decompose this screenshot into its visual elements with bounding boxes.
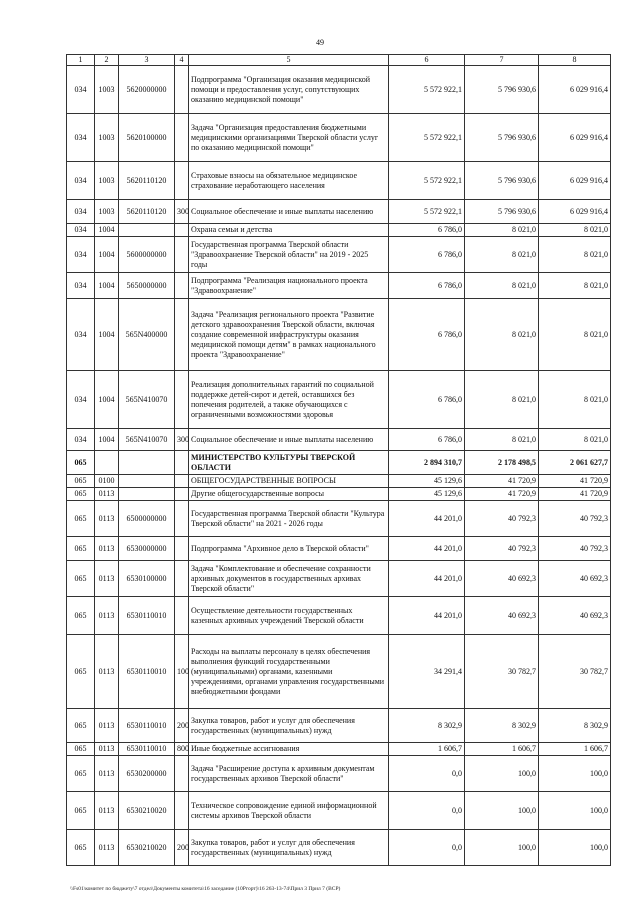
expense-type-code: 100 <box>175 635 189 709</box>
ministry-code: 065 <box>67 830 95 866</box>
expense-type-code <box>175 537 189 561</box>
table-row <box>67 488 611 501</box>
expense-type-code <box>175 561 189 597</box>
amount-col7: 5 796 930,6 <box>465 200 539 224</box>
section-code: 1004 <box>95 299 119 371</box>
amount-col7: 5 796 930,6 <box>465 114 539 162</box>
expense-type-code: 200 <box>175 709 189 743</box>
amount-col6: 6 786,0 <box>389 237 465 273</box>
table-row <box>67 429 611 451</box>
expense-type-code <box>175 371 189 429</box>
target-article-code: 5620110120 <box>119 200 175 224</box>
amount-col7: 8 021,0 <box>465 224 539 237</box>
expense-type-code <box>175 597 189 635</box>
expense-type-code <box>175 792 189 830</box>
amount-col6: 44 201,0 <box>389 561 465 597</box>
target-article-code <box>119 451 175 475</box>
expense-type-code: 300 <box>175 429 189 451</box>
budget-table <box>66 54 611 866</box>
table-row <box>67 371 611 429</box>
column-header: 1 <box>67 55 95 66</box>
amount-col8: 6 029 916,4 <box>539 162 611 200</box>
ministry-code: 034 <box>67 162 95 200</box>
expense-type-code <box>175 237 189 273</box>
ministry-code: 065 <box>67 488 95 501</box>
table-row <box>67 114 611 162</box>
item-name: Осуществление деятельности государственных казенных архивных учреждений Тверской области <box>189 597 389 635</box>
expense-type-code <box>175 224 189 237</box>
amount-col7: 1 606,7 <box>465 743 539 756</box>
amount-col7: 40 692,3 <box>465 597 539 635</box>
item-name: Охрана семьи и детства <box>189 224 389 237</box>
amount-col6: 5 572 922,1 <box>389 114 465 162</box>
expense-type-code <box>175 299 189 371</box>
amount-col8: 6 029 916,4 <box>539 114 611 162</box>
amount-col8: 40 692,3 <box>539 597 611 635</box>
amount-col7: 8 021,0 <box>465 237 539 273</box>
section-code: 0100 <box>95 475 119 488</box>
item-name: Подпрограмма "Организация оказания медицинской помощи и предоставления услуг, сопутствующих оказанию медицинской помощи" <box>189 66 389 114</box>
ministry-code: 065 <box>67 475 95 488</box>
amount-col6: 6 786,0 <box>389 299 465 371</box>
amount-col7: 41 720,9 <box>465 488 539 501</box>
target-article-code: 5620100000 <box>119 114 175 162</box>
section-code: 0113 <box>95 743 119 756</box>
expense-type-code <box>175 475 189 488</box>
section-code: 1004 <box>95 224 119 237</box>
item-name: Страховые взносы на обязательное медицинское страхование неработающего населения <box>189 162 389 200</box>
amount-col8: 41 720,9 <box>539 475 611 488</box>
section-code: 0113 <box>95 709 119 743</box>
amount-col7: 8 021,0 <box>465 299 539 371</box>
section-code: 0113 <box>95 756 119 792</box>
amount-col8: 100,0 <box>539 792 611 830</box>
section-code: 0113 <box>95 635 119 709</box>
section-code: 0113 <box>95 830 119 866</box>
amount-col7: 5 796 930,6 <box>465 162 539 200</box>
amount-col7: 100,0 <box>465 830 539 866</box>
amount-col8: 40 792,3 <box>539 501 611 537</box>
target-article-code: 565N410070 <box>119 429 175 451</box>
column-header: 6 <box>389 55 465 66</box>
ministry-code: 065 <box>67 756 95 792</box>
target-article-code: 6530210020 <box>119 830 175 866</box>
column-header: 3 <box>119 55 175 66</box>
column-header: 2 <box>95 55 119 66</box>
ministry-code: 065 <box>67 537 95 561</box>
item-name: Техническое сопровождение единой информационной системы архивов Тверской области <box>189 792 389 830</box>
amount-col7: 8 021,0 <box>465 273 539 299</box>
amount-col6: 44 201,0 <box>389 597 465 635</box>
item-name: Подпрограмма "Реализация национального проекта "Здравоохранение" <box>189 273 389 299</box>
ministry-code: 034 <box>67 66 95 114</box>
amount-col6: 5 572 922,1 <box>389 66 465 114</box>
section-code: 0113 <box>95 561 119 597</box>
ministry-code: 034 <box>67 429 95 451</box>
ministry-code: 034 <box>67 237 95 273</box>
amount-col7: 100,0 <box>465 792 539 830</box>
amount-col7: 5 796 930,6 <box>465 66 539 114</box>
amount-col6: 6 786,0 <box>389 429 465 451</box>
ministry-code: 065 <box>67 451 95 475</box>
target-article-code <box>119 475 175 488</box>
section-code: 0113 <box>95 792 119 830</box>
section-code <box>95 451 119 475</box>
amount-col8: 8 302,9 <box>539 709 611 743</box>
section-code: 1004 <box>95 237 119 273</box>
amount-col7: 30 782,7 <box>465 635 539 709</box>
ministry-code: 034 <box>67 371 95 429</box>
table-row <box>67 561 611 597</box>
amount-col8: 1 606,7 <box>539 743 611 756</box>
item-name: Расходы на выплаты персоналу в целях обеспечения выполнения функций государственными (муниципальными) органами, казенными учреждениями, органами управления государственными внебюджетными фондами <box>189 635 389 709</box>
amount-col7: 100,0 <box>465 756 539 792</box>
item-name: Иные бюджетные ассигнования <box>189 743 389 756</box>
table-row <box>67 743 611 756</box>
target-article-code: 565N400000 <box>119 299 175 371</box>
target-article-code: 6500000000 <box>119 501 175 537</box>
table-row <box>67 224 611 237</box>
amount-col7: 41 720,9 <box>465 475 539 488</box>
target-article-code: 6530110010 <box>119 635 175 709</box>
ministry-code: 065 <box>67 501 95 537</box>
section-code: 0113 <box>95 537 119 561</box>
target-article-code: 6530110010 <box>119 597 175 635</box>
table-row <box>67 792 611 830</box>
section-code: 1003 <box>95 200 119 224</box>
amount-col6: 34 291,4 <box>389 635 465 709</box>
amount-col8: 8 021,0 <box>539 371 611 429</box>
amount-col8: 100,0 <box>539 756 611 792</box>
table-row <box>67 830 611 866</box>
page-number: 49 <box>316 38 324 47</box>
ministry-code: 065 <box>67 597 95 635</box>
table-row <box>67 475 611 488</box>
item-name: Задача "Расширение доступа к архивным документам государственных архивов Тверской области" <box>189 756 389 792</box>
target-article-code: 6530000000 <box>119 537 175 561</box>
expense-type-code <box>175 756 189 792</box>
target-article-code: 6530100000 <box>119 561 175 597</box>
item-name: Подпрограмма "Архивное дело в Тверской области" <box>189 537 389 561</box>
expense-type-code: 200 <box>175 830 189 866</box>
column-header: 4 <box>175 55 189 66</box>
amount-col7: 40 792,3 <box>465 537 539 561</box>
amount-col6: 5 572 922,1 <box>389 200 465 224</box>
section-code: 0113 <box>95 488 119 501</box>
amount-col8: 40 792,3 <box>539 537 611 561</box>
column-header: 5 <box>189 55 389 66</box>
section-code: 0113 <box>95 597 119 635</box>
amount-col6: 5 572 922,1 <box>389 162 465 200</box>
amount-col8: 41 720,9 <box>539 488 611 501</box>
ministry-code: 034 <box>67 224 95 237</box>
table-row <box>67 709 611 743</box>
column-number-row <box>67 55 611 66</box>
section-code: 1003 <box>95 162 119 200</box>
amount-col6: 44 201,0 <box>389 537 465 561</box>
section-code: 0113 <box>95 501 119 537</box>
amount-col8: 8 021,0 <box>539 299 611 371</box>
section-code: 1004 <box>95 429 119 451</box>
expense-type-code <box>175 273 189 299</box>
amount-col6: 6 786,0 <box>389 371 465 429</box>
amount-col8: 8 021,0 <box>539 224 611 237</box>
amount-col7: 40 792,3 <box>465 501 539 537</box>
amount-col8: 8 021,0 <box>539 273 611 299</box>
target-article-code: 5650000000 <box>119 273 175 299</box>
table-row <box>67 451 611 475</box>
item-name: Задача "Организация предоставления бюджетными медицинскими организациями Тверской области услуг по оказанию медицинской помощи" <box>189 114 389 162</box>
amount-col8: 6 029 916,4 <box>539 66 611 114</box>
target-article-code: 5620110120 <box>119 162 175 200</box>
item-name: Реализация дополнительных гарантий по социальной поддержке детей-сирот и детей, оставшихся без попечения родителей, а также обучающихся с ограниченными возможностями здоровья <box>189 371 389 429</box>
table-row <box>67 299 611 371</box>
table-row <box>67 537 611 561</box>
section-code: 1003 <box>95 66 119 114</box>
target-article-code <box>119 488 175 501</box>
expense-type-code <box>175 66 189 114</box>
item-name: Закупка товаров, работ и услуг для обеспечения государственных (муниципальных) нужд <box>189 709 389 743</box>
ministry-code: 065 <box>67 709 95 743</box>
amount-col7: 8 021,0 <box>465 429 539 451</box>
amount-col7: 2 178 498,5 <box>465 451 539 475</box>
amount-col6: 45 129,6 <box>389 475 465 488</box>
ministry-code: 065 <box>67 635 95 709</box>
expense-type-code <box>175 488 189 501</box>
amount-col6: 0,0 <box>389 756 465 792</box>
item-name: Другие общегосударственные вопросы <box>189 488 389 501</box>
column-header: 7 <box>465 55 539 66</box>
table-row <box>67 237 611 273</box>
target-article-code: 6530110010 <box>119 709 175 743</box>
table-row <box>67 501 611 537</box>
item-name: Задача "Комплектование и обеспечение сохранности архивных документов в государственных архивах Тверской области" <box>189 561 389 597</box>
expense-type-code <box>175 501 189 537</box>
item-name: Государственная программа Тверской области "Культура Тверской области" на 2021 - 2026 годы <box>189 501 389 537</box>
amount-col7: 40 692,3 <box>465 561 539 597</box>
table-row <box>67 200 611 224</box>
amount-col6: 44 201,0 <box>389 501 465 537</box>
target-article-code: 565N410070 <box>119 371 175 429</box>
amount-col6: 6 786,0 <box>389 224 465 237</box>
item-name: Закупка товаров, работ и услуг для обеспечения государственных (муниципальных) нужд <box>189 830 389 866</box>
target-article-code: 6530200000 <box>119 756 175 792</box>
table-row <box>67 635 611 709</box>
expense-type-code: 800 <box>175 743 189 756</box>
target-article-code: 6530210020 <box>119 792 175 830</box>
amount-col6: 1 606,7 <box>389 743 465 756</box>
section-code: 1004 <box>95 371 119 429</box>
amount-col8: 40 692,3 <box>539 561 611 597</box>
expense-type-code <box>175 451 189 475</box>
item-name: Социальное обеспечение и иные выплаты населению <box>189 429 389 451</box>
ministry-code: 065 <box>67 792 95 830</box>
amount-col7: 8 302,9 <box>465 709 539 743</box>
target-article-code: 6530110010 <box>119 743 175 756</box>
amount-col6: 0,0 <box>389 792 465 830</box>
target-article-code: 5600000000 <box>119 237 175 273</box>
amount-col8: 6 029 916,4 <box>539 200 611 224</box>
section-code: 1004 <box>95 273 119 299</box>
ministry-code: 034 <box>67 114 95 162</box>
expense-type-code: 300 <box>175 200 189 224</box>
amount-col8: 2 061 627,7 <box>539 451 611 475</box>
expense-type-code <box>175 114 189 162</box>
ministry-code: 034 <box>67 273 95 299</box>
amount-col6: 45 129,6 <box>389 488 465 501</box>
amount-col6: 8 302,9 <box>389 709 465 743</box>
item-name: Задача "Реализация регионального проекта "Развитие детского здравоохранения Тверской области, включая создание современной инфраструктуры оказания медицинской помощи детям" в рамках национального проекта "Здравоохранение" <box>189 299 389 371</box>
table-row <box>67 162 611 200</box>
table-row <box>67 756 611 792</box>
target-article-code: 5620000000 <box>119 66 175 114</box>
column-header: 8 <box>539 55 611 66</box>
table-row <box>67 66 611 114</box>
item-name: ОБЩЕГОСУДАРСТВЕННЫЕ ВОПРОСЫ <box>189 475 389 488</box>
amount-col6: 0,0 <box>389 830 465 866</box>
ministry-code: 034 <box>67 299 95 371</box>
amount-col7: 8 021,0 <box>465 371 539 429</box>
ministry-code: 065 <box>67 561 95 597</box>
amount-col8: 100,0 <box>539 830 611 866</box>
amount-col8: 8 021,0 <box>539 429 611 451</box>
table-row <box>67 273 611 299</box>
item-name: Социальное обеспечение и иные выплаты населению <box>189 200 389 224</box>
file-path-footer: \\Fs01\комитет по бюджету\7 отдел\Документы комитета\16 заседание (10Ргорт)\16 263-13-74\Прил 3 Прил 7 (ВСР) <box>70 886 341 892</box>
ministry-code: 065 <box>67 743 95 756</box>
amount-col8: 8 021,0 <box>539 237 611 273</box>
item-name: МИНИСТЕРСТВО КУЛЬТУРЫ ТВЕРСКОЙ ОБЛАСТИ <box>189 451 389 475</box>
amount-col6: 2 894 310,7 <box>389 451 465 475</box>
amount-col6: 6 786,0 <box>389 273 465 299</box>
item-name: Государственная программа Тверской области "Здравоохранение Тверской области" на 2019 - 2025 годы <box>189 237 389 273</box>
table-row <box>67 597 611 635</box>
section-code: 1003 <box>95 114 119 162</box>
ministry-code: 034 <box>67 200 95 224</box>
amount-col8: 30 782,7 <box>539 635 611 709</box>
target-article-code <box>119 224 175 237</box>
expense-type-code <box>175 162 189 200</box>
